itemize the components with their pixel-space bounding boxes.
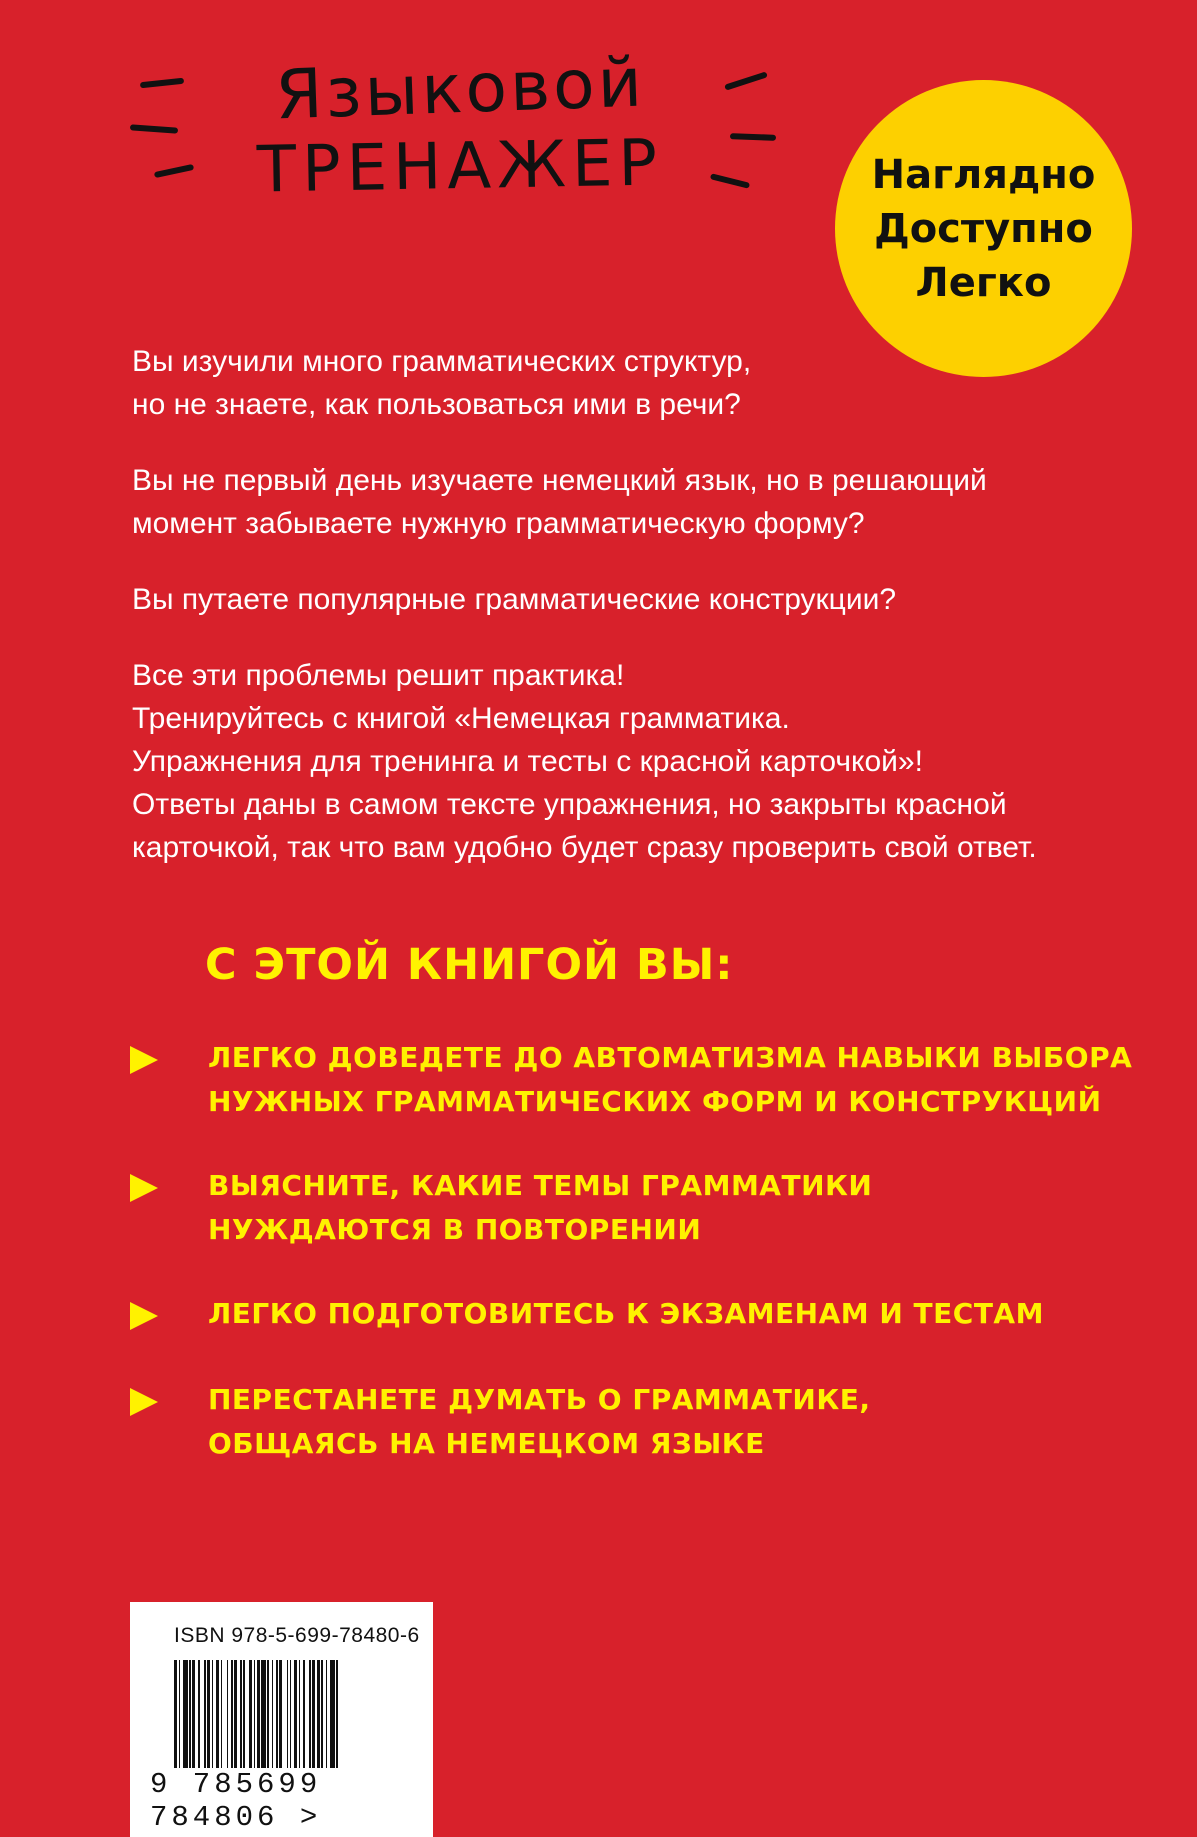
logo-line-1: Языковой (273, 43, 647, 136)
intro-line: Все эти проблемы решит практика! (132, 659, 625, 692)
barcode-bar (212, 1660, 214, 1768)
barcode-bar (174, 1660, 177, 1768)
barcode (174, 1660, 396, 1768)
isbn-text: ISBN 978-5-699-78480-6 (174, 1624, 420, 1647)
intro-text (132, 340, 1092, 902)
intro-line: Тренируйтесь с книгой «Немецкая грамматика. (132, 702, 790, 735)
barcode-bar (198, 1660, 200, 1768)
intro-paragraph (132, 654, 1092, 869)
benefit-line: НУЖДАЮТСЯ В ПОВТОРЕНИИ (208, 1213, 702, 1246)
barcode-bar (243, 1660, 245, 1768)
barcode-bar (294, 1660, 297, 1768)
series-logo (130, 38, 790, 208)
intro-line: карточкой, так что вам удобно будет сразу проверить свой ответ. (132, 831, 1037, 864)
barcode-bar (207, 1660, 210, 1768)
barcode-bar (189, 1660, 191, 1768)
barcode-bar (279, 1660, 282, 1768)
barcode-bar (204, 1660, 206, 1768)
barcode-bar (272, 1660, 274, 1768)
barcode-bar (267, 1660, 269, 1768)
intro-line: момент забываете нужную грамматическую форму? (132, 507, 865, 540)
intro-line: Вы путаете популярные грамматические конструкции? (132, 583, 897, 616)
barcode-bar (261, 1660, 266, 1768)
barcode-bar (330, 1660, 335, 1768)
barcode-bar (254, 1660, 256, 1768)
logo-line-2: ТРЕНАЖЕР (256, 126, 664, 208)
benefit-line: ВЫЯСНИТЕ, КАКИЕ ТЕМЫ ГРАММАТИКИ (208, 1169, 873, 1202)
triangle-bullet-icon (130, 1046, 158, 1074)
barcode-bar (231, 1660, 233, 1768)
benefit-line: ЛЕГКО ДОВЕДЕТЕ ДО АВТОМАТИЗМА НАВЫКИ ВЫБОРА (208, 1041, 1133, 1074)
barcode-bar (249, 1660, 252, 1768)
intro-line: Вы изучили много грамматических структур, (132, 345, 752, 378)
benefit-line: НУЖНЫХ ГРАММАТИЧЕСКИХ ФОРМ И КОНСТРУКЦИЙ (208, 1085, 1102, 1118)
barcode-bar (303, 1660, 305, 1768)
intro-paragraph (132, 578, 1092, 621)
benefit-text (208, 1036, 1138, 1124)
benefit-line: ЛЕГКО ПОДГОТОВИТЕСЬ К ЭКЗАМЕНАМ И ТЕСТАМ (208, 1297, 1044, 1330)
barcode-bar (257, 1660, 260, 1768)
badge-word: Наглядно (871, 151, 1096, 198)
benefit-text (208, 1378, 1138, 1466)
barcode-bar (240, 1660, 242, 1768)
intro-line: но не знаете, как пользоваться ими в речи? (132, 388, 741, 421)
benefit-text (208, 1292, 1138, 1336)
benefits-heading: С ЭТОЙ КНИГОЙ ВЫ: (205, 940, 734, 990)
intro-paragraph (132, 459, 1092, 545)
barcode-bar (326, 1660, 328, 1768)
benefit-line: ОБЩАЯСЬ НА НЕМЕЦКОМ ЯЗЫКЕ (208, 1427, 765, 1460)
barcode-bar (317, 1660, 320, 1768)
badge-word: Легко (915, 259, 1052, 306)
barcode-bar (234, 1660, 237, 1768)
benefit-line: ПЕРЕСТАНЕТЕ ДУМАТЬ О ГРАММАТИКЕ, (208, 1383, 871, 1416)
barcode-bar (336, 1660, 338, 1768)
barcode-bar (192, 1660, 195, 1768)
barcode-bar (179, 1660, 181, 1768)
barcode-bar (321, 1660, 323, 1768)
intro-line: Ответы даны в самом тексте упражнения, но закрыты красной (132, 788, 1007, 821)
intro-line: Вы не первый день изучаете немецкий язык, но в решающий (132, 464, 987, 497)
barcode-bar (312, 1660, 315, 1768)
barcode-label (130, 1602, 433, 1837)
barcode-bar (309, 1660, 311, 1768)
barcode-bar (299, 1660, 301, 1768)
barcode-bar (216, 1660, 219, 1768)
feature-badge (835, 80, 1132, 377)
barcode-digits: 9 785699 784806 > (150, 1768, 322, 1834)
triangle-bullet-icon (130, 1174, 158, 1202)
barcode-bar (276, 1660, 278, 1768)
triangle-bullet-icon (130, 1302, 158, 1330)
intro-line: Упражнения для тренинга и тесты с красной карточкой»! (132, 745, 923, 778)
barcode-bar (287, 1660, 289, 1768)
badge-word: Доступно (874, 205, 1093, 252)
triangle-bullet-icon (130, 1388, 158, 1416)
benefit-text (208, 1164, 1138, 1252)
intro-paragraph (132, 340, 1092, 426)
barcode-bar (227, 1660, 229, 1768)
barcode-bar (221, 1660, 223, 1768)
barcode-bar (290, 1660, 292, 1768)
barcode-bar (183, 1660, 188, 1768)
